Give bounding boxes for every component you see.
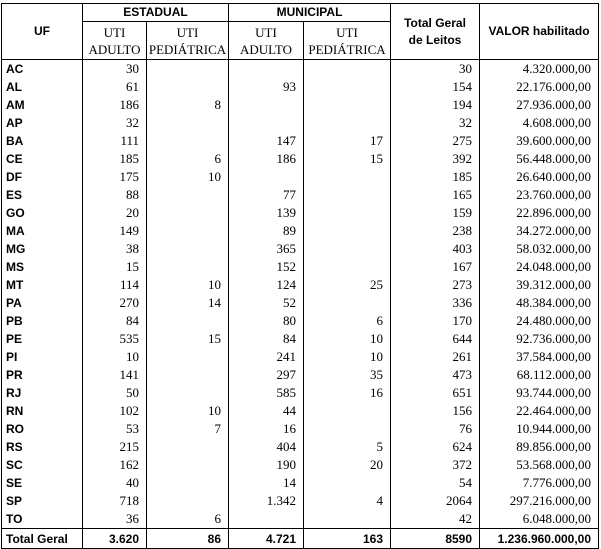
cell-total-leitos: 651 bbox=[391, 384, 480, 402]
cell-valor: 68.112.000,00 bbox=[480, 366, 599, 384]
cell-est-adulto: 185 bbox=[83, 150, 147, 168]
total-label: Total Geral bbox=[2, 529, 83, 549]
cell-mun-ped bbox=[304, 78, 391, 96]
table-row bbox=[2, 402, 599, 420]
cell-mun-adulto: 89 bbox=[229, 222, 304, 240]
cell-mun-adulto: 14 bbox=[229, 474, 304, 492]
cell-mun-adulto: 80 bbox=[229, 312, 304, 330]
cell-est-adulto: 114 bbox=[83, 276, 147, 294]
cell-uf: AL bbox=[2, 78, 83, 96]
cell-total-leitos: 32 bbox=[391, 114, 480, 132]
cell-total-leitos: 170 bbox=[391, 312, 480, 330]
table-row bbox=[2, 186, 599, 204]
cell-est-ped bbox=[147, 384, 229, 402]
table-row bbox=[2, 366, 599, 384]
cell-uf: AP bbox=[2, 114, 83, 132]
cell-total-leitos: 273 bbox=[391, 276, 480, 294]
header-mun-uti-pediatrica bbox=[304, 22, 391, 60]
header-total-leitos bbox=[391, 4, 480, 60]
cell-uf: TO bbox=[2, 510, 83, 529]
cell-mun-ped bbox=[304, 168, 391, 186]
header-est-ped-line2: PEDIÁTRICA bbox=[148, 41, 227, 57]
table-row bbox=[2, 60, 599, 79]
total-est-adulto: 3.620 bbox=[83, 529, 147, 549]
cell-est-ped bbox=[147, 60, 229, 79]
cell-uf: PR bbox=[2, 366, 83, 384]
cell-mun-ped bbox=[304, 114, 391, 132]
header-mun-adulto-line1: UTI bbox=[255, 24, 277, 40]
cell-est-ped bbox=[147, 474, 229, 492]
table-row bbox=[2, 168, 599, 186]
cell-mun-ped bbox=[304, 294, 391, 312]
table-row bbox=[2, 78, 599, 96]
header-valor: VALOR habilitado bbox=[480, 4, 599, 60]
cell-est-ped bbox=[147, 114, 229, 132]
cell-est-adulto: 61 bbox=[83, 78, 147, 96]
header-municipal: MUNICIPAL bbox=[229, 4, 391, 22]
cell-valor: 92.736.000,00 bbox=[480, 330, 599, 348]
cell-total-leitos: 275 bbox=[391, 132, 480, 150]
cell-mun-ped: 4 bbox=[304, 492, 391, 510]
cell-total-leitos: 392 bbox=[391, 150, 480, 168]
cell-total-leitos: 42 bbox=[391, 510, 480, 529]
cell-mun-adulto: 186 bbox=[229, 150, 304, 168]
cell-uf: MG bbox=[2, 240, 83, 258]
table-row bbox=[2, 330, 599, 348]
cell-est-adulto: 111 bbox=[83, 132, 147, 150]
cell-mun-ped bbox=[304, 402, 391, 420]
total-valor: 1.236.960.000,00 bbox=[480, 529, 599, 549]
cell-mun-adulto: 1.342 bbox=[229, 492, 304, 510]
cell-total-leitos: 336 bbox=[391, 294, 480, 312]
cell-valor: 39.312.000,00 bbox=[480, 276, 599, 294]
cell-mun-adulto: 93 bbox=[229, 78, 304, 96]
cell-mun-adulto: 365 bbox=[229, 240, 304, 258]
cell-uf: RJ bbox=[2, 384, 83, 402]
cell-est-ped: 10 bbox=[147, 168, 229, 186]
cell-uf: DF bbox=[2, 168, 83, 186]
header-mun-ped-line2: PEDIÁTRICA bbox=[308, 41, 386, 57]
table-row bbox=[2, 456, 599, 474]
total-mun-adulto: 4.721 bbox=[229, 529, 304, 549]
total-est-ped: 86 bbox=[147, 529, 229, 549]
cell-est-ped: 14 bbox=[147, 294, 229, 312]
cell-mun-ped: 10 bbox=[304, 330, 391, 348]
cell-mun-adulto: 77 bbox=[229, 186, 304, 204]
cell-est-ped bbox=[147, 240, 229, 258]
cell-mun-ped: 5 bbox=[304, 438, 391, 456]
cell-total-leitos: 156 bbox=[391, 402, 480, 420]
cell-valor: 34.272.000,00 bbox=[480, 222, 599, 240]
cell-mun-adulto: 404 bbox=[229, 438, 304, 456]
table-row bbox=[2, 240, 599, 258]
cell-valor: 27.936.000,00 bbox=[480, 96, 599, 114]
cell-valor: 89.856.000,00 bbox=[480, 438, 599, 456]
cell-mun-adulto bbox=[229, 96, 304, 114]
cell-est-ped bbox=[147, 366, 229, 384]
cell-mun-ped: 16 bbox=[304, 384, 391, 402]
cell-uf: SP bbox=[2, 492, 83, 510]
cell-est-ped bbox=[147, 312, 229, 330]
cell-mun-adulto: 297 bbox=[229, 366, 304, 384]
cell-mun-ped bbox=[304, 222, 391, 240]
cell-uf: MS bbox=[2, 258, 83, 276]
table-body bbox=[2, 60, 599, 529]
cell-mun-adulto: 585 bbox=[229, 384, 304, 402]
cell-mun-ped: 10 bbox=[304, 348, 391, 366]
cell-est-adulto: 718 bbox=[83, 492, 147, 510]
cell-uf: GO bbox=[2, 204, 83, 222]
cell-valor: 93.744.000,00 bbox=[480, 384, 599, 402]
cell-est-adulto: 102 bbox=[83, 402, 147, 420]
table-row bbox=[2, 492, 599, 510]
cell-est-adulto: 270 bbox=[83, 294, 147, 312]
leitos-uti-table bbox=[1, 3, 599, 549]
cell-mun-adulto: 16 bbox=[229, 420, 304, 438]
cell-total-leitos: 261 bbox=[391, 348, 480, 366]
table-row bbox=[2, 348, 599, 366]
cell-est-adulto: 10 bbox=[83, 348, 147, 366]
cell-mun-ped: 17 bbox=[304, 132, 391, 150]
header-mun-adulto-line2: ADULTO bbox=[240, 41, 293, 57]
cell-est-ped: 8 bbox=[147, 96, 229, 114]
cell-valor: 56.448.000,00 bbox=[480, 150, 599, 168]
table-row bbox=[2, 474, 599, 492]
cell-valor: 24.480.000,00 bbox=[480, 312, 599, 330]
cell-est-ped bbox=[147, 204, 229, 222]
table-row bbox=[2, 222, 599, 240]
cell-est-adulto: 88 bbox=[83, 186, 147, 204]
cell-est-ped bbox=[147, 456, 229, 474]
cell-est-ped: 7 bbox=[147, 420, 229, 438]
cell-mun-adulto bbox=[229, 510, 304, 529]
cell-total-leitos: 372 bbox=[391, 456, 480, 474]
cell-uf: PI bbox=[2, 348, 83, 366]
cell-est-adulto: 175 bbox=[83, 168, 147, 186]
cell-mun-adulto: 124 bbox=[229, 276, 304, 294]
cell-est-ped bbox=[147, 186, 229, 204]
table-row bbox=[2, 150, 599, 168]
cell-uf: RS bbox=[2, 438, 83, 456]
cell-est-adulto: 32 bbox=[83, 114, 147, 132]
cell-mun-ped bbox=[304, 240, 391, 258]
cell-est-ped bbox=[147, 438, 229, 456]
table-row bbox=[2, 438, 599, 456]
cell-total-leitos: 2064 bbox=[391, 492, 480, 510]
cell-mun-ped bbox=[304, 420, 391, 438]
cell-total-leitos: 76 bbox=[391, 420, 480, 438]
cell-est-ped bbox=[147, 132, 229, 150]
header-total-line2: de Leitos bbox=[408, 32, 462, 47]
cell-mun-ped bbox=[304, 204, 391, 222]
table-row bbox=[2, 258, 599, 276]
cell-est-ped: 15 bbox=[147, 330, 229, 348]
cell-valor: 22.464.000,00 bbox=[480, 402, 599, 420]
cell-mun-ped: 6 bbox=[304, 312, 391, 330]
cell-uf: CE bbox=[2, 150, 83, 168]
cell-uf: PA bbox=[2, 294, 83, 312]
cell-mun-ped bbox=[304, 474, 391, 492]
cell-est-adulto: 141 bbox=[83, 366, 147, 384]
cell-total-leitos: 403 bbox=[391, 240, 480, 258]
table-row bbox=[2, 510, 599, 529]
cell-mun-ped bbox=[304, 186, 391, 204]
cell-est-ped bbox=[147, 78, 229, 96]
header-est-uti-pediatrica bbox=[147, 22, 229, 60]
cell-est-adulto: 186 bbox=[83, 96, 147, 114]
cell-uf: AC bbox=[2, 60, 83, 79]
cell-uf: SC bbox=[2, 456, 83, 474]
cell-total-leitos: 473 bbox=[391, 366, 480, 384]
table-row bbox=[2, 132, 599, 150]
cell-est-adulto: 149 bbox=[83, 222, 147, 240]
cell-valor: 4.608.000,00 bbox=[480, 114, 599, 132]
cell-mun-adulto: 44 bbox=[229, 402, 304, 420]
header-est-adulto-line1: UTI bbox=[103, 24, 126, 40]
cell-valor: 6.048.000,00 bbox=[480, 510, 599, 529]
cell-valor: 26.640.000,00 bbox=[480, 168, 599, 186]
cell-total-leitos: 167 bbox=[391, 258, 480, 276]
cell-total-leitos: 154 bbox=[391, 78, 480, 96]
cell-mun-ped bbox=[304, 60, 391, 79]
cell-valor: 53.568.000,00 bbox=[480, 456, 599, 474]
table-row bbox=[2, 276, 599, 294]
cell-mun-ped: 35 bbox=[304, 366, 391, 384]
cell-valor: 39.600.000,00 bbox=[480, 132, 599, 150]
cell-mun-ped bbox=[304, 510, 391, 529]
cell-valor: 58.032.000,00 bbox=[480, 240, 599, 258]
cell-mun-adulto bbox=[229, 114, 304, 132]
cell-mun-adulto: 139 bbox=[229, 204, 304, 222]
cell-est-ped bbox=[147, 492, 229, 510]
cell-mun-adulto: 147 bbox=[229, 132, 304, 150]
cell-est-adulto: 84 bbox=[83, 312, 147, 330]
cell-est-adulto: 30 bbox=[83, 60, 147, 79]
cell-valor: 4.320.000,00 bbox=[480, 60, 599, 79]
cell-mun-adulto bbox=[229, 168, 304, 186]
cell-total-leitos: 185 bbox=[391, 168, 480, 186]
header-est-adulto-line2: ADULTO bbox=[88, 41, 141, 57]
cell-total-leitos: 30 bbox=[391, 60, 480, 79]
cell-valor: 23.760.000,00 bbox=[480, 186, 599, 204]
table-row bbox=[2, 114, 599, 132]
cell-total-leitos: 159 bbox=[391, 204, 480, 222]
cell-mun-ped: 25 bbox=[304, 276, 391, 294]
cell-valor: 10.944.000,00 bbox=[480, 420, 599, 438]
table-row bbox=[2, 384, 599, 402]
cell-est-adulto: 38 bbox=[83, 240, 147, 258]
cell-uf: RO bbox=[2, 420, 83, 438]
cell-est-adulto: 535 bbox=[83, 330, 147, 348]
cell-est-adulto: 215 bbox=[83, 438, 147, 456]
cell-valor: 24.048.000,00 bbox=[480, 258, 599, 276]
cell-mun-adulto: 152 bbox=[229, 258, 304, 276]
cell-total-leitos: 54 bbox=[391, 474, 480, 492]
table-row bbox=[2, 96, 599, 114]
cell-est-adulto: 40 bbox=[83, 474, 147, 492]
header-uf: UF bbox=[2, 4, 83, 60]
cell-est-ped: 6 bbox=[147, 150, 229, 168]
cell-est-ped bbox=[147, 222, 229, 240]
cell-total-leitos: 238 bbox=[391, 222, 480, 240]
cell-uf: MT bbox=[2, 276, 83, 294]
header-mun-uti-adulto bbox=[229, 22, 304, 60]
total-leitos: 8590 bbox=[391, 529, 480, 549]
cell-valor: 7.776.000,00 bbox=[480, 474, 599, 492]
cell-total-leitos: 194 bbox=[391, 96, 480, 114]
cell-mun-adulto: 52 bbox=[229, 294, 304, 312]
cell-est-ped: 6 bbox=[147, 510, 229, 529]
cell-est-adulto: 36 bbox=[83, 510, 147, 529]
cell-valor: 22.176.000,00 bbox=[480, 78, 599, 96]
cell-uf: BA bbox=[2, 132, 83, 150]
table-header bbox=[2, 4, 599, 60]
table-row bbox=[2, 294, 599, 312]
cell-total-leitos: 644 bbox=[391, 330, 480, 348]
header-est-ped-line1: UTI bbox=[176, 24, 199, 40]
cell-mun-ped: 15 bbox=[304, 150, 391, 168]
cell-mun-adulto: 190 bbox=[229, 456, 304, 474]
cell-uf: AM bbox=[2, 96, 83, 114]
cell-uf: PB bbox=[2, 312, 83, 330]
cell-mun-adulto bbox=[229, 60, 304, 79]
header-mun-ped-line1: UTI bbox=[336, 24, 358, 40]
cell-uf: PE bbox=[2, 330, 83, 348]
cell-mun-ped: 20 bbox=[304, 456, 391, 474]
cell-valor: 297.216.000,00 bbox=[480, 492, 599, 510]
cell-valor: 37.584.000,00 bbox=[480, 348, 599, 366]
cell-valor: 22.896.000,00 bbox=[480, 204, 599, 222]
cell-mun-ped bbox=[304, 96, 391, 114]
cell-total-leitos: 624 bbox=[391, 438, 480, 456]
table-row bbox=[2, 204, 599, 222]
cell-est-adulto: 15 bbox=[83, 258, 147, 276]
cell-mun-ped bbox=[304, 258, 391, 276]
table-row bbox=[2, 312, 599, 330]
header-total-line1: Total Geral bbox=[404, 15, 466, 30]
cell-uf: ES bbox=[2, 186, 83, 204]
header-est-uti-adulto bbox=[83, 22, 147, 60]
cell-mun-adulto: 84 bbox=[229, 330, 304, 348]
cell-est-ped bbox=[147, 258, 229, 276]
cell-est-ped bbox=[147, 348, 229, 366]
cell-est-ped: 10 bbox=[147, 402, 229, 420]
cell-valor: 48.384.000,00 bbox=[480, 294, 599, 312]
cell-est-adulto: 162 bbox=[83, 456, 147, 474]
cell-uf: RN bbox=[2, 402, 83, 420]
cell-est-adulto: 50 bbox=[83, 384, 147, 402]
header-estadual: ESTADUAL bbox=[83, 4, 229, 22]
cell-total-leitos: 165 bbox=[391, 186, 480, 204]
cell-uf: MA bbox=[2, 222, 83, 240]
table-row bbox=[2, 420, 599, 438]
cell-est-adulto: 53 bbox=[83, 420, 147, 438]
cell-mun-adulto: 241 bbox=[229, 348, 304, 366]
total-mun-ped: 163 bbox=[304, 529, 391, 549]
cell-est-adulto: 20 bbox=[83, 204, 147, 222]
cell-est-ped: 10 bbox=[147, 276, 229, 294]
cell-uf: SE bbox=[2, 474, 83, 492]
